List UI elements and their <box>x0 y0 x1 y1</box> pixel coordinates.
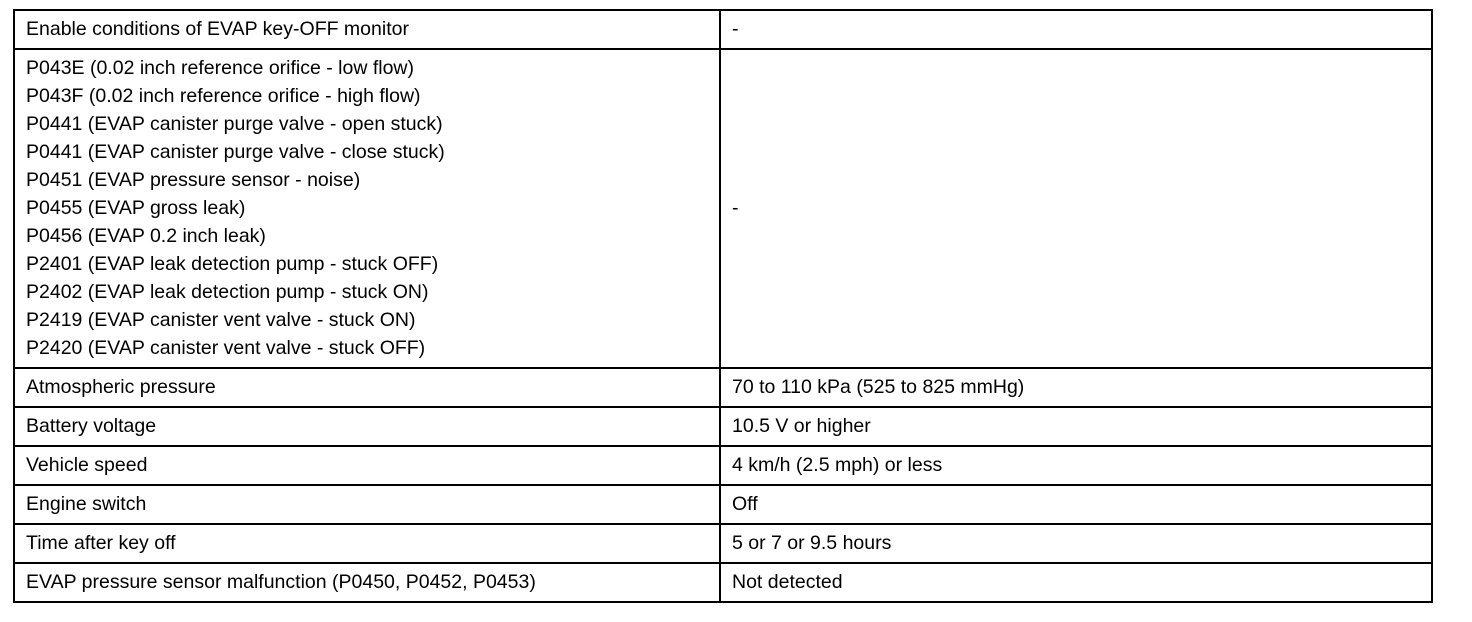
row-label: Engine switch <box>14 485 720 524</box>
dtc-line: P043F (0.02 inch reference orifice - high flow) <box>26 85 421 107</box>
row-value: 10.5 V or higher <box>720 407 1432 446</box>
dtc-line: P2402 (EVAP leak detection pump - stuck ON) <box>26 281 429 303</box>
dtc-list-cell <box>14 49 720 368</box>
row-value: - <box>720 10 1432 49</box>
row-value: Not detected <box>720 563 1432 602</box>
row-label: Enable conditions of EVAP key-OFF monitor <box>14 10 720 49</box>
row-label: EVAP pressure sensor malfunction (P0450, P0452, P0453) <box>14 563 720 602</box>
dtc-line: P043E (0.02 inch reference orifice - low flow) <box>26 57 415 79</box>
row-value: 5 or 7 or 9.5 hours <box>720 524 1432 563</box>
row-value: 4 km/h (2.5 mph) or less <box>720 446 1432 485</box>
table-row <box>14 446 1432 485</box>
dtc-line: P2420 (EVAP canister vent valve - stuck OFF) <box>26 337 426 359</box>
dtc-line: P0451 (EVAP pressure sensor - noise) <box>26 169 361 191</box>
row-label: Battery voltage <box>14 407 720 446</box>
table-row <box>14 10 1432 49</box>
row-label: Vehicle speed <box>14 446 720 485</box>
table-row <box>14 524 1432 563</box>
dtc-line: P0456 (EVAP 0.2 inch leak) <box>26 225 266 247</box>
row-value: 70 to 110 kPa (525 to 825 mmHg) <box>720 368 1432 407</box>
dtc-line: P0441 (EVAP canister purge valve - open stuck) <box>26 113 443 135</box>
table-row <box>14 368 1432 407</box>
row-label: Atmospheric pressure <box>14 368 720 407</box>
dtc-line: P0441 (EVAP canister purge valve - close stuck) <box>26 141 445 163</box>
table-row-dtc-list <box>14 49 1432 368</box>
dtc-line: P2419 (EVAP canister vent valve - stuck ON) <box>26 309 416 331</box>
table-row <box>14 485 1432 524</box>
enable-conditions-table <box>13 9 1433 603</box>
table-row <box>14 407 1432 446</box>
row-label: Time after key off <box>14 524 720 563</box>
table-row <box>14 563 1432 602</box>
dtc-line: P0455 (EVAP gross leak) <box>26 197 246 219</box>
dtc-list-value: - <box>720 49 1432 368</box>
row-value: Off <box>720 485 1432 524</box>
dtc-line: P2401 (EVAP leak detection pump - stuck OFF) <box>26 253 439 275</box>
